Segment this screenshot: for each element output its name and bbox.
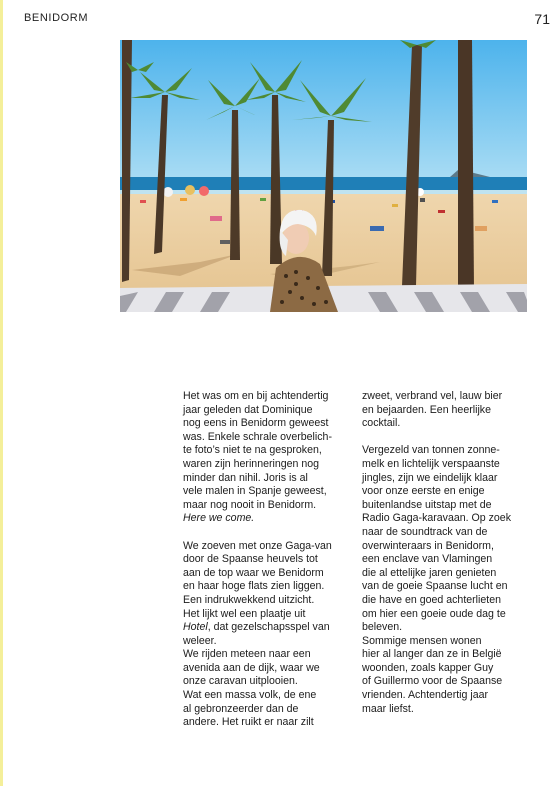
text-line: en bejaarden. Een heerlijke	[362, 403, 491, 416]
text-line: We zoeven met onze Gaga-van	[183, 539, 332, 552]
paragraph-gap	[362, 431, 534, 445]
text-line: minder dan nihil. Joris is al	[183, 471, 308, 484]
text-line: Een indrukwekkend uitzicht.	[183, 593, 315, 606]
article-column-left	[183, 390, 355, 730]
paragraph	[183, 689, 355, 730]
text-line: avenida aan de dijk, waar we	[183, 661, 320, 674]
beach-photo-illustration	[120, 40, 527, 312]
text-line: van de goeie Spaanse lucht en	[362, 580, 508, 593]
text-line: naar de soundtrack van de	[362, 525, 488, 538]
text-line: melk en lichtelijk verspaanste	[362, 457, 500, 470]
article-column-right	[362, 390, 534, 716]
text-line: Wat een massa volk, de ene	[183, 689, 317, 702]
text-line: om hier een goeie oude dag te	[362, 607, 506, 620]
section-title: BENIDORM	[24, 12, 89, 24]
text-line: vele malen in Spanje geweest,	[183, 485, 327, 498]
paragraph	[362, 635, 534, 717]
text-line: vrienden. Achtendertig jaar	[362, 689, 489, 702]
text-run: , dat gezelschapsspel van	[207, 621, 330, 634]
text-line: hier al langer dan ze in België	[362, 648, 502, 661]
text-line: of Guillermo voor de Spaanse	[362, 675, 503, 688]
text-line: woonden, zoals kapper Guy	[362, 661, 494, 674]
text-line: weleer.	[183, 634, 217, 647]
paragraph	[183, 648, 355, 689]
text-line: was. Enkele schrale overbelich-	[183, 430, 332, 443]
text-line: We rijden meteen naar een	[183, 648, 311, 661]
text-line: waren zijn herinneringen nog	[183, 457, 320, 470]
text-line: die have en goed achterlieten	[362, 593, 502, 606]
text-line: een enclave van Vlamingen	[362, 553, 493, 566]
text-line: die al ettelijke jaren genieten	[362, 566, 497, 579]
text-line-italic: Here we come.	[183, 512, 255, 525]
text-line: Het lijkt wel een plaatje uit	[183, 607, 306, 620]
text-line: al gebronzeerder dan de	[183, 702, 299, 715]
text-line: aan de top waar we Benidorm	[183, 566, 324, 579]
text-line: te foto’s niet te na gesproken,	[183, 444, 322, 457]
paragraph-gap	[183, 526, 355, 540]
text-line: Vergezeld van tonnen zonne-	[362, 444, 500, 457]
text-line: door de Spaanse heuvels tot	[183, 553, 318, 566]
text-line: onze caravan uitplooien.	[183, 675, 298, 688]
text-line	[183, 621, 355, 635]
text-line: voor onze eerste en enige	[362, 485, 485, 498]
text-line: beleven.	[362, 621, 403, 634]
text-line: maar liefst.	[362, 702, 414, 715]
text-line: Radio Gaga-karavaan. Op zoek	[362, 512, 511, 525]
text-line: Het was om en bij achtendertig	[183, 390, 329, 402]
paragraph	[183, 540, 355, 649]
text-line: andere. Het ruikt er naar zilt	[183, 716, 314, 729]
beach-photo	[120, 40, 527, 312]
text-line: zweet, verbrand vel, lauw bier	[362, 390, 503, 402]
text-line: maar nog nooit in Benidorm.	[183, 498, 317, 511]
text-line: en haar hoge flats zien liggen.	[183, 580, 325, 593]
text-line: Sommige mensen wonen	[362, 634, 482, 647]
text-line: jingles, zijn we eindelijk klaar	[362, 471, 498, 484]
paragraph	[183, 390, 355, 526]
italic-title: Hotel	[183, 621, 208, 634]
text-line: cocktail.	[362, 417, 401, 430]
paragraph	[362, 444, 534, 634]
page-edge-strip	[0, 0, 3, 786]
paragraph	[362, 390, 534, 431]
text-line: jaar geleden dat Dominique	[183, 403, 313, 416]
text-line: buitenlandse uitstap met de	[362, 498, 492, 511]
text-line: nog eens in Benidorm geweest	[183, 417, 329, 430]
text-line: overwinteraars in Benidorm,	[362, 539, 494, 552]
page-number: 71	[534, 11, 550, 27]
